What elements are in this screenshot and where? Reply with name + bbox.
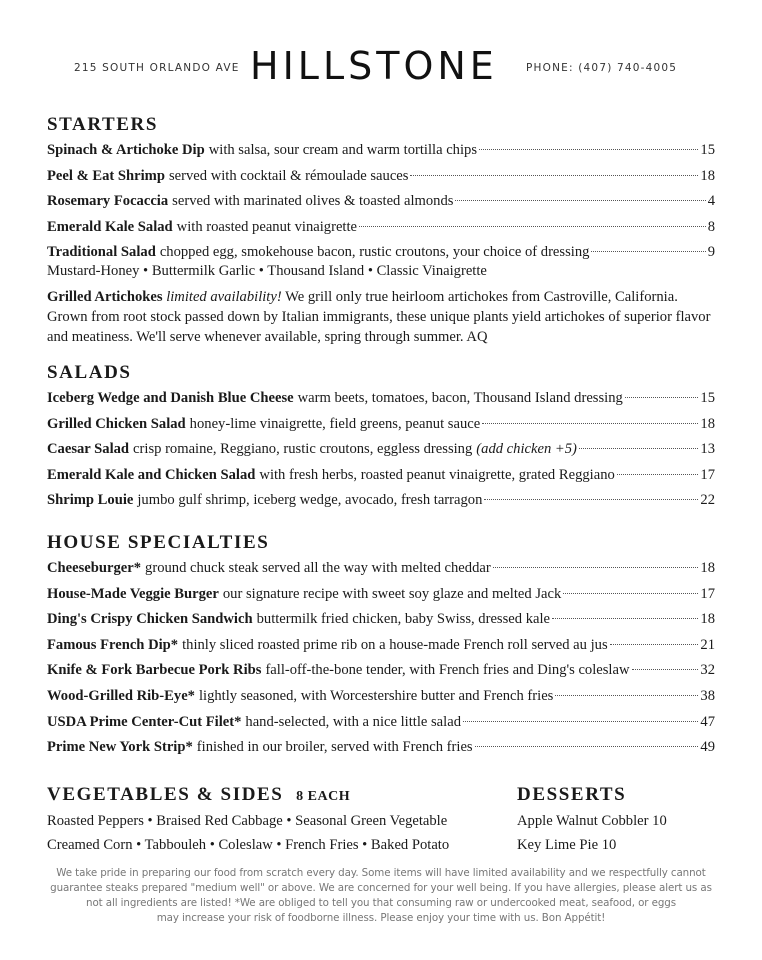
item-desc: with roasted peanut vinaigrette	[176, 218, 358, 235]
section-title: DESSERTS	[517, 784, 627, 805]
dot-leader	[463, 721, 698, 722]
menu-item	[47, 659, 715, 685]
dot-leader	[617, 474, 699, 475]
item-price: 49	[700, 739, 715, 756]
item-name: Traditional Salad	[47, 244, 156, 261]
dot-leader	[610, 644, 699, 645]
item-name: Iceberg Wedge and Danish Blue Cheese	[47, 390, 294, 406]
dot-leader	[484, 499, 698, 500]
item-name: Peel & Eat Shrimp	[47, 167, 165, 184]
dot-leader	[579, 448, 699, 449]
item-price: 17	[700, 466, 715, 483]
item-desc: ground chuck steak served all the way with melted cheddar	[145, 560, 491, 576]
menu-item	[47, 557, 715, 583]
dot-leader	[632, 669, 699, 670]
dessert-item: Apple Walnut Cobbler 10	[517, 813, 667, 829]
item-name: Rosemary Focaccia	[47, 193, 169, 210]
item-name: Cheeseburger*	[47, 560, 142, 576]
item-desc: fall-off-the-bone tender, with French fries and Ding's coleslaw	[265, 662, 630, 679]
item-name: Wood-Grilled Rib-Eye*	[47, 687, 195, 704]
section-title: VEGETABLES & SIDES	[47, 784, 284, 805]
item-price: 15	[700, 390, 715, 406]
footer-line: We take pride in preparing our food from scratch every day. Some items will have limited availability and we respectfully cannot	[56, 867, 706, 879]
dot-leader	[359, 226, 706, 227]
item-price: 13	[700, 441, 715, 458]
dot-leader	[482, 423, 698, 424]
item-name: House-Made Veggie Burger	[47, 585, 219, 602]
item-price: 21	[700, 636, 715, 653]
item-price: 18	[700, 560, 715, 576]
item-desc: chopped egg, smokehouse bacon, rustic croutons, your choice of dressing	[159, 244, 590, 261]
item-name: Emerald Kale and Chicken Salad	[47, 466, 256, 483]
menu-item	[47, 711, 715, 737]
item-desc: served with cocktail & rémoulade sauces	[168, 167, 409, 184]
sides-line: Creamed Corn • Tabbouleh • Coleslaw • French Fries • Baked Potato	[47, 837, 450, 853]
item-desc: jumbo gulf shrimp, iceberg wedge, avocado, fresh tarragon	[137, 492, 483, 509]
dot-leader	[410, 175, 698, 176]
desserts-section	[517, 784, 717, 857]
item-name: Grilled Chicken Salad	[47, 415, 186, 432]
menu-item	[47, 634, 715, 660]
menu-item	[47, 438, 715, 464]
logo: HILLSTONE	[250, 44, 498, 88]
menu-item	[47, 190, 715, 216]
item-note: limited availability!	[166, 288, 282, 305]
item-price: 18	[700, 415, 715, 432]
item-price: 17	[700, 585, 715, 602]
item-desc: served with marinated olives & toasted almonds	[172, 193, 454, 210]
item-desc: warm beets, tomatoes, bacon, Thousand Island dressing	[297, 390, 623, 406]
item-note: (add chicken +5)	[476, 441, 577, 458]
item-desc: lightly seasoned, with Worcestershire butter and French fries	[198, 687, 554, 704]
dot-leader	[455, 200, 705, 201]
item-price: 4	[707, 193, 715, 210]
sides-line: Roasted Peppers • Braised Red Cabbage • Seasonal Green Vegetable	[47, 813, 448, 829]
section-title: HOUSE SPECIALTIES	[47, 532, 270, 553]
dessert-item: Key Lime Pie 10	[517, 837, 617, 853]
item-price: 38	[700, 687, 715, 704]
artichokes-item	[47, 287, 715, 347]
item-desc: with fresh herbs, roasted peanut vinaigrette, grated Reggiano	[259, 466, 615, 483]
item-price: 15	[700, 142, 715, 158]
dot-leader	[552, 618, 698, 619]
item-desc: crisp romaine, Reggiano, rustic croutons, eggless dressing	[133, 441, 473, 458]
item-price: 18	[700, 611, 715, 628]
menu-item	[47, 216, 715, 242]
item-price: 22	[700, 492, 715, 509]
item-desc: finished in our broiler, served with French fries	[196, 739, 473, 756]
price-note: 8 EACH	[296, 789, 351, 804]
dot-leader	[563, 593, 698, 594]
item-desc: We grill only true heirloom artichokes from Castroville, California. Grown from root stock passed down by Italian immigrants, these unique plants yield artichokes of superior flavor and meatiness. We'll serve whenever available, spring through summer. AQ	[47, 288, 711, 345]
item-desc: buttermilk fried chicken, baby Swiss, dressed kale	[256, 611, 551, 628]
item-name: Knife & Fork Barbecue Pork Ribs	[47, 662, 262, 679]
dot-leader	[479, 149, 698, 150]
item-desc: honey-lime vinaigrette, field greens, peanut sauce	[189, 415, 481, 432]
item-price: 18	[700, 167, 715, 184]
section-title: STARTERS	[47, 114, 159, 135]
item-desc: with salsa, sour cream and warm tortilla chips	[208, 142, 478, 158]
footer-line: may increase your risk of foodborne illness. Please enjoy your time with us. Bon Appétit!	[156, 912, 606, 924]
dot-leader	[493, 567, 699, 568]
starters-section	[47, 114, 715, 347]
dot-leader	[625, 397, 699, 398]
menu-item	[47, 685, 715, 711]
phone: PHONE: (407) 740-4005	[526, 62, 678, 74]
item-name: Grilled Artichokes	[47, 288, 163, 305]
menu-header	[0, 44, 762, 94]
menu-item	[47, 736, 715, 762]
menu-item	[47, 489, 715, 515]
item-name: Caesar Salad	[47, 441, 130, 458]
dot-leader	[555, 695, 698, 696]
item-name: Famous French Dip*	[47, 636, 179, 653]
menu-item	[47, 165, 715, 191]
dot-leader	[591, 251, 705, 252]
menu-item	[47, 139, 715, 165]
item-name: Spinach & Artichoke Dip	[47, 142, 205, 158]
item-name: Emerald Kale Salad	[47, 218, 173, 235]
sides-section	[47, 784, 507, 857]
item-desc: hand-selected, with a nice little salad	[245, 713, 461, 730]
item-desc: our signature recipe with sweet soy glaze and melted Jack	[222, 585, 562, 602]
item-name: Ding's Crispy Chicken Sandwich	[47, 611, 253, 628]
item-price: 9	[707, 244, 715, 261]
footer-line: guarantee steaks prepared "medium well" or above. We are concerned for your well being. If you have allergies, please alert us as	[50, 882, 712, 894]
menu-item	[47, 413, 715, 439]
menu-item	[47, 608, 715, 634]
dressing-options: Mustard-Honey • Buttermilk Garlic • Thousand Island • Classic Vinaigrette	[47, 262, 487, 279]
item-name: Prime New York Strip*	[47, 739, 193, 756]
footer-line: not all ingredients are listed! *We are obliged to tell you that consuming raw or undercooked meat, seafood, or eggs	[86, 897, 676, 909]
item-name: Shrimp Louie	[47, 492, 134, 509]
specialties-section	[47, 532, 715, 762]
item-name: USDA Prime Center-Cut Filet*	[47, 713, 242, 730]
item-desc: thinly sliced roasted prime rib on a house-made French roll served au jus	[182, 636, 608, 653]
item-price: 47	[700, 713, 715, 730]
menu-item	[47, 464, 715, 490]
section-title: SALADS	[47, 362, 132, 383]
dot-leader	[475, 746, 699, 747]
footer-disclaimer	[30, 866, 732, 926]
address: 215 SOUTH ORLANDO AVE	[74, 62, 240, 74]
item-price: 8	[707, 218, 715, 235]
menu-item	[47, 387, 715, 413]
item-price: 32	[700, 662, 715, 679]
menu-item	[47, 583, 715, 609]
salads-section	[47, 362, 715, 515]
